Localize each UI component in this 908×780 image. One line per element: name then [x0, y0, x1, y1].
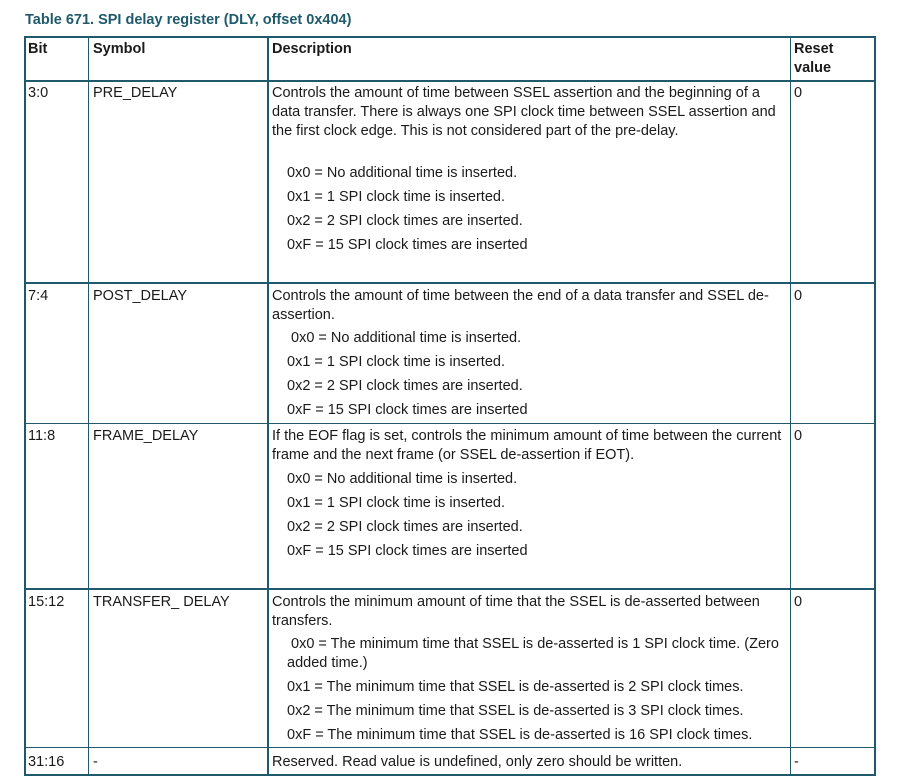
option-line: 0x1 = 1 SPI clock time is inserted. — [287, 354, 505, 370]
option-line: 0xF = 15 SPI clock times are inserted — [287, 402, 528, 418]
option-line: 0x2 = 2 SPI clock times are inserted. — [287, 213, 523, 229]
column-divider — [790, 36, 791, 776]
row-divider — [24, 282, 876, 284]
row-symbol: PRE_DELAY — [93, 85, 178, 101]
row-description: Reserved. Read value is undefined, only zero should be written. — [272, 754, 683, 770]
row-bit: 11:8 — [28, 428, 56, 444]
header-bit: Bit — [28, 41, 48, 57]
option-line: 0xF = 15 SPI clock times are inserted — [287, 543, 528, 559]
option-line: 0x1 = 1 SPI clock time is inserted. — [287, 189, 505, 205]
row-divider — [24, 423, 876, 424]
option-line: 0x0 = No additional time is inserted. — [291, 330, 522, 346]
option-line: 0x1 = 1 SPI clock time is inserted. — [287, 495, 505, 511]
header-reset-line2: value — [794, 60, 832, 76]
table-caption: Table 671. SPI delay register (DLY, offset 0x404) — [25, 12, 352, 28]
row-symbol: - — [93, 754, 98, 770]
row-divider — [24, 588, 876, 590]
row-divider — [24, 747, 876, 748]
row-symbol: FRAME_DELAY — [93, 428, 199, 444]
column-divider — [88, 36, 89, 776]
row-bit: 7:4 — [28, 288, 49, 304]
row-reset: 0 — [794, 594, 803, 610]
option-line: 0x0 = No additional time is inserted. — [287, 165, 518, 181]
row-reset: 0 — [794, 428, 803, 444]
option-line: 0x2 = 2 SPI clock times are inserted. — [287, 519, 523, 535]
header-symbol: Symbol — [93, 41, 146, 57]
register-table — [24, 36, 876, 776]
header-description: Description — [272, 41, 352, 57]
option-line: 0xF = 15 SPI clock times are inserted — [287, 237, 528, 253]
option-line: 0x2 = 2 SPI clock times are inserted. — [287, 378, 523, 394]
row-reset: - — [794, 754, 799, 770]
row-description: Controls the amount of time between SSEL assertion and the beginning of a data transfer. There is always one SPI clock time between SSEL assertion and the first clock edge. This is not considered part of the pre-delay. — [272, 85, 776, 139]
option-line: 0x0 = The minimum time that SSEL is de-asserted is 1 SPI clock time. (Zero added time.) — [287, 636, 779, 671]
row-description: If the EOF flag is set, controls the minimum amount of time between the current frame and the next frame (or SSEL de-assertion if EOT). — [272, 428, 782, 463]
option-line: 0xF = The minimum time that SSEL is de-asserted is 16 SPI clock times. — [287, 727, 753, 743]
header-reset-line1: Reset — [794, 41, 834, 57]
header-rule — [24, 80, 876, 82]
option-line: 0x0 = No additional time is inserted. — [287, 471, 518, 487]
row-description: Controls the amount of time between the end of a data transfer and SSEL de-assertion. — [272, 288, 769, 323]
row-reset: 0 — [794, 288, 803, 304]
row-symbol: TRANSFER_ DELAY — [93, 594, 230, 610]
option-line: 0x1 = The minimum time that SSEL is de-asserted is 2 SPI clock times. — [287, 679, 744, 695]
row-symbol: POST_DELAY — [93, 288, 188, 304]
option-line: 0x2 = The minimum time that SSEL is de-asserted is 3 SPI clock times. — [287, 703, 744, 719]
row-bit: 15:12 — [28, 594, 65, 610]
row-bit: 3:0 — [28, 85, 49, 101]
header-reset-value — [794, 40, 834, 78]
row-reset: 0 — [794, 85, 803, 101]
row-bit: 31:16 — [28, 754, 65, 770]
row-description: Controls the minimum amount of time that the SSEL is de-asserted between transfers. — [272, 594, 760, 629]
column-divider — [267, 36, 269, 776]
